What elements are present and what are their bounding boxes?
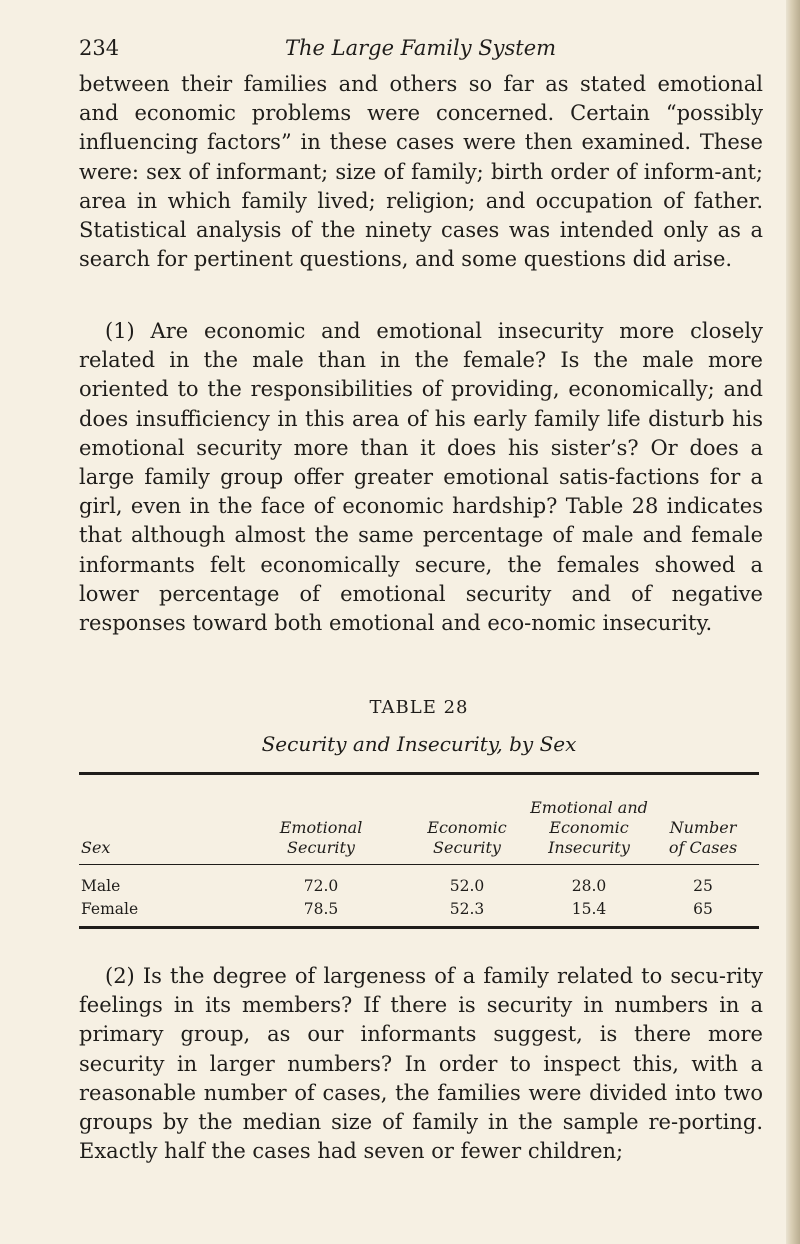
table-cell-emotional-economic-insecurity: 28.0 [571,877,607,895]
column-header-line: Economic [549,818,629,837]
table-cell-sex: Male [81,877,121,895]
table-cell-sex: Female [81,900,139,918]
running-head [79,36,759,64]
running-title: The Large Family System [285,36,557,60]
column-header-number-of-cases [643,818,763,858]
table-cell-emotional-economic-insecurity: 15.4 [571,900,607,918]
table-top-rule [79,772,759,775]
table-header-rule [79,864,759,865]
column-header-sex: Sex [81,838,111,857]
table-cell-emotional-security: 72.0 [303,877,339,895]
page-edge-shadow [786,0,800,1244]
column-header-line: Insecurity [548,838,630,857]
paragraph-1: between their families and others so far as stated emotional and economic problems were concerned. Certain “possibly influencing factors” in these cases were then examined. These were: sex of informant; size of family; birth order of inform-ant; area in which family lived; religion; and occupation of father. Statistical analysis of the ninety cases was intended only as a search for pertinent questions, and some questions did arise. [79,72,763,272]
paragraph-2: (1) Are economic and emotional insecurity more closely related in the male than in the female? Is the male more oriented to the responsibilities of providing, economically; and does insufficiency in this area of his early family life disturb his emotional security more than it does his sister’s? Or does a large family group offer greater emotional satis-factions for a girl, even in the face of economic hardship? Table 28 indicates that although almost the same percentage of male and female informants felt economically secure, the females showed a lower percentage of emotional security and of negative responses toward both emotional and eco-nomic insecurity. [79,319,763,636]
table-label: TABLE 28 [369,697,469,718]
column-header-line: Emotional and [530,798,648,817]
column-header-line: Security [287,838,355,857]
table-cell-economic-security: 52.3 [449,900,485,918]
table-cell-number-of-cases: 25 [693,877,713,895]
table-cell-economic-security: 52.0 [449,877,485,895]
page-number: 234 [79,36,120,60]
column-header-line: Emotional [279,818,363,837]
table-cell-number-of-cases: 65 [693,900,713,918]
paragraph-3: (2) Is the degree of largeness of a family related to secu-rity feelings in its members? If there is security in numbers in a primary group, as our informants suggest, is there more security in larger numbers? In order to inspect this, with a reasonable number of cases, the families were divided into two groups by the median size of family in the sample re-porting. Exactly half the cases had seven or fewer children; [79,964,763,1164]
column-header-line: of Cases [668,838,738,857]
column-header-line: Economic [427,818,507,837]
column-header-line: Number [669,818,737,837]
column-header-emotional-security [251,818,391,858]
table-caption: Security and Insecurity, by Sex [261,732,577,756]
table-bottom-rule [79,926,759,929]
column-header-line: Security [433,838,501,857]
table-cell-emotional-security: 78.5 [303,900,339,918]
